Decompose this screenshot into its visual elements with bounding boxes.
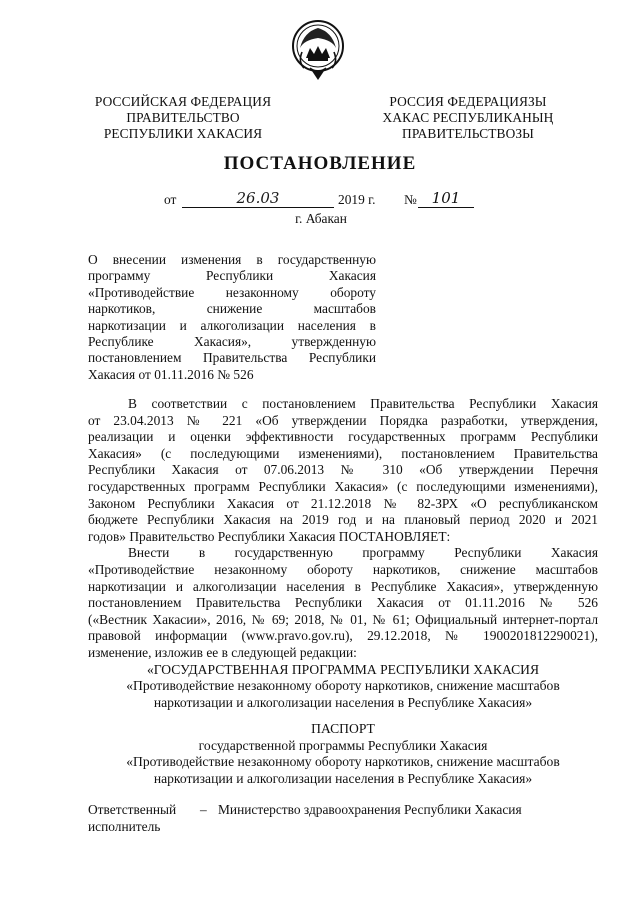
body-line: Законом Республики Хакасия от 21.12.2018 № 82-ЗРХ «О республиканском bbox=[88, 495, 598, 511]
city-name: г. Абакан bbox=[295, 211, 347, 226]
program-title bbox=[88, 662, 598, 712]
coat-of-arms-emblem bbox=[290, 18, 346, 82]
body-line: годов» Правительство Республики Хакасия ПОСТАНОВЛЯЕТ: bbox=[88, 528, 451, 544]
passport-title-line: наркотизации и алкоголизации населения в Республике Хакасия» bbox=[153, 771, 533, 787]
responsible-executor-label bbox=[88, 802, 198, 835]
subject-line: «Противодействие незаконному обороту bbox=[88, 284, 376, 300]
date-handwritten-value: 26.03 bbox=[236, 189, 280, 207]
paragraph-preamble bbox=[88, 396, 598, 545]
subject-line: программу Республики Хакасия bbox=[88, 268, 376, 284]
subject-line: О внесении изменения в государственную bbox=[88, 252, 376, 267]
subject-line: наркотизации и алкоголизации населения в bbox=[88, 317, 376, 333]
body-line: реализации и оценки эффективности государственных программ Республики bbox=[88, 429, 598, 445]
subject-line: Республике Хакасия», утвержденную bbox=[88, 334, 376, 350]
body-line: «Противодействие незаконному обороту наркотиков, снижение масштабов bbox=[88, 561, 598, 577]
label-line: исполнитель bbox=[88, 818, 161, 834]
city-line bbox=[0, 211, 640, 227]
subject-line: Хакасия от 01.11.2016 № 526 bbox=[88, 366, 254, 382]
body-line: правовой информации (www.pravo.gov.ru), 29.12.2018, № 1900201812290021), bbox=[88, 628, 598, 644]
date-underline bbox=[182, 207, 334, 208]
label-line: Ответственный bbox=[88, 802, 177, 817]
body-line: Республики Хакасия от 07.06.2013 № 310 «Об утверждении Перечня bbox=[88, 462, 598, 478]
passport-title-line: ПАСПОРТ bbox=[311, 721, 375, 737]
body-line: от 23.04.2013 № 221 «Об утверждении Порядка разработки, утверждения, bbox=[88, 412, 598, 428]
subject-line: наркотиков, снижение масштабов bbox=[88, 301, 376, 317]
dash-separator: – bbox=[200, 802, 207, 817]
year-label: 2019 г. bbox=[338, 192, 376, 207]
header-right-line: ПРАВИТЕЛЬСТВОЗЫ bbox=[402, 126, 534, 141]
header-left-line: ПРАВИТЕЛЬСТВО bbox=[126, 110, 240, 125]
program-title-line: наркотизации и алкоголизации населения в Республике Хакасия» bbox=[153, 694, 533, 710]
header-left-line: РОССИЙСКАЯ ФЕДЕРАЦИЯ bbox=[94, 94, 272, 109]
header-left-line: РЕСПУБЛИКИ ХАКАСИЯ bbox=[103, 126, 263, 141]
body-line: государственных программ Республики Хакасия» (с последующими изменениями), bbox=[88, 478, 598, 494]
document-type-title: ПОСТАНОВЛЕНИЕ bbox=[223, 153, 417, 174]
number-handwritten-value: 101 bbox=[431, 189, 461, 207]
passport-heading bbox=[88, 721, 598, 787]
date-from-label: от bbox=[164, 192, 177, 207]
passport-title-line: «Противодействие незаконному обороту наркотиков, снижение масштабов bbox=[126, 754, 560, 770]
body-line: изменение, изложив ее в следующей редакции: bbox=[88, 644, 357, 660]
body-line: Хакасия» (с последующими изменениями), постановлением Правительства bbox=[88, 445, 598, 461]
program-title-line: «Противодействие незаконному обороту наркотиков, снижение масштабов bbox=[126, 678, 560, 694]
program-title-line: «ГОСУДАРСТВЕННАЯ ПРОГРАММА РЕСПУБЛИКИ ХАКАСИЯ bbox=[146, 661, 540, 677]
subject-line: постановлением Правительства Республики bbox=[88, 350, 376, 366]
number-label: № bbox=[404, 192, 417, 207]
header-right bbox=[368, 94, 568, 142]
body-line: бюджете Республики Хакасия на 2019 год и на плановый период 2020 и 2021 bbox=[88, 512, 598, 528]
header-right-line: РОССИЯ ФЕДЕРАЦИЯЗЫ bbox=[389, 94, 547, 109]
document-body bbox=[88, 396, 598, 788]
body-line: («Вестник Хакасии», 2016, № 69; 2018, № 01, № 61; Официальный интернет-портал bbox=[88, 611, 598, 627]
header-right-line: ХАКАС РЕСПУБЛИКАНЫҢ bbox=[382, 110, 554, 125]
header-left bbox=[88, 94, 278, 142]
body-line: Внести в государственную программу Республики Хакасия bbox=[128, 545, 598, 561]
body-line: В соответствии с постановлением Правительства Республики Хакасия bbox=[128, 396, 598, 411]
document-subject bbox=[88, 252, 376, 383]
body-line: постановлением Правительства Республики Хакасия от 01.11.2016 № 526 bbox=[88, 595, 598, 611]
date-line bbox=[0, 189, 640, 212]
body-line: наркотизации и алкоголизации населения в Республике Хакасия», утвержденную bbox=[88, 578, 598, 594]
responsible-executor-value: Министерство здравоохранения Республики Хакасия bbox=[218, 802, 522, 817]
paragraph-resolution bbox=[88, 545, 598, 661]
passport-title-line: государственной программы Республики Хакасия bbox=[198, 737, 488, 753]
number-underline bbox=[418, 207, 474, 208]
